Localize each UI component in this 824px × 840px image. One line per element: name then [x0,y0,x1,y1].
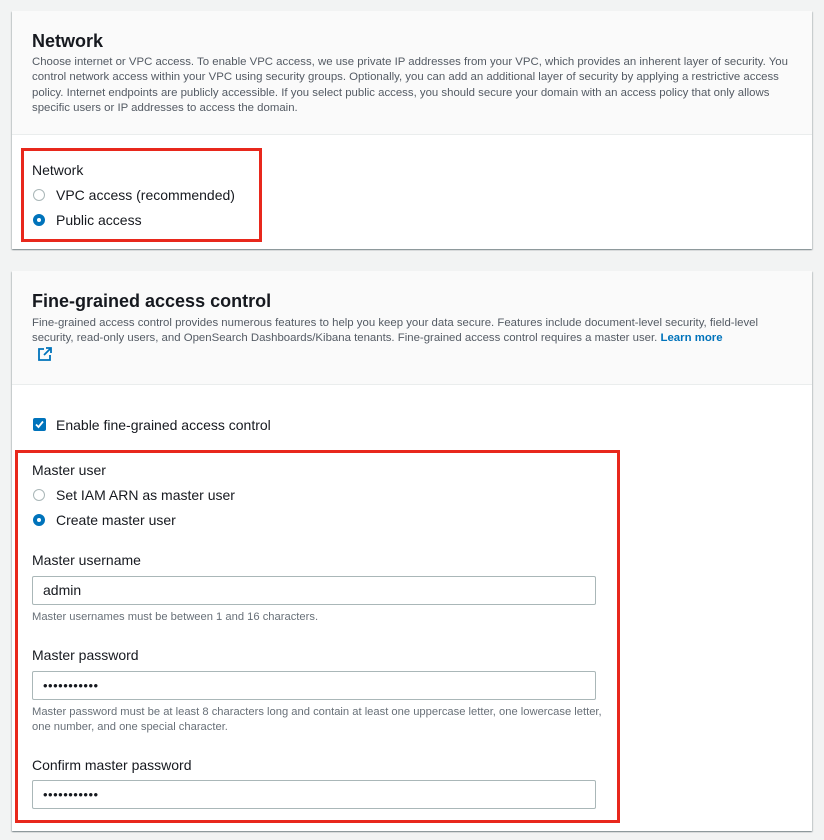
checkmark-icon [34,419,45,430]
external-link-icon[interactable] [38,347,52,361]
vpc-access-radio[interactable] [33,189,45,201]
learn-more-link[interactable]: Learn more [660,332,723,345]
fgac-panel [12,271,812,831]
master-username-input[interactable]: admin [32,576,596,605]
enable-fgac-label[interactable]: Enable fine-grained access control [56,417,271,433]
fgac-section-title: Fine-grained access control [32,291,272,311]
create-master-user-label[interactable]: Create master user [56,512,176,528]
fgac-description-text: Fine-grained access control provides numerous features to help you keep your data secure. Features include document-level security, field-level security, read-only users, and OpenSearch Dashboards/Kibana tenants. Fine-grained access control requires a master user. [32,317,759,345]
master-username-help: Master usernames must be between 1 and 16 characters. [32,611,319,623]
iam-arn-radio[interactable] [33,489,45,501]
confirm-password-input[interactable]: ••••••••••• [32,780,596,809]
network-field-label: Network [32,162,84,178]
master-username-label: Master username [32,552,141,568]
master-password-help: Master password must be at least 8 characters long and contain at least one uppercase letter, one lowercase letter, one number, and one special character. [32,706,602,734]
vpc-access-label[interactable]: VPC access (recommended) [56,187,235,203]
master-password-input[interactable]: ••••••••••• [32,671,596,700]
network-panel [12,11,812,249]
master-password-label: Master password [32,647,139,663]
fgac-panel-header [12,271,812,385]
iam-arn-label[interactable]: Set IAM ARN as master user [56,487,235,503]
public-access-label[interactable]: Public access [56,212,142,228]
public-access-radio[interactable] [33,214,45,226]
enable-fgac-checkbox[interactable] [33,418,46,431]
network-section-description: Choose internet or VPC access. To enable VPC access, we use private IP addresses from your VPC, which provides an inherent layer of security. You control network access within your VPC using security groups. Optionally, you can add an additional layer of security by applying a restrictive access policy. Internet endpoints are publicly accessible. If you select public access, you should secure your domain with an access policy that only allows specific users or IP addresses to access the domain. [32,56,788,114]
fgac-section-description [32,316,802,347]
network-section-title: Network [32,31,104,51]
master-user-label: Master user [32,462,106,478]
confirm-password-label: Confirm master password [32,757,192,773]
create-master-user-radio[interactable] [33,514,45,526]
network-panel-header [12,11,812,135]
